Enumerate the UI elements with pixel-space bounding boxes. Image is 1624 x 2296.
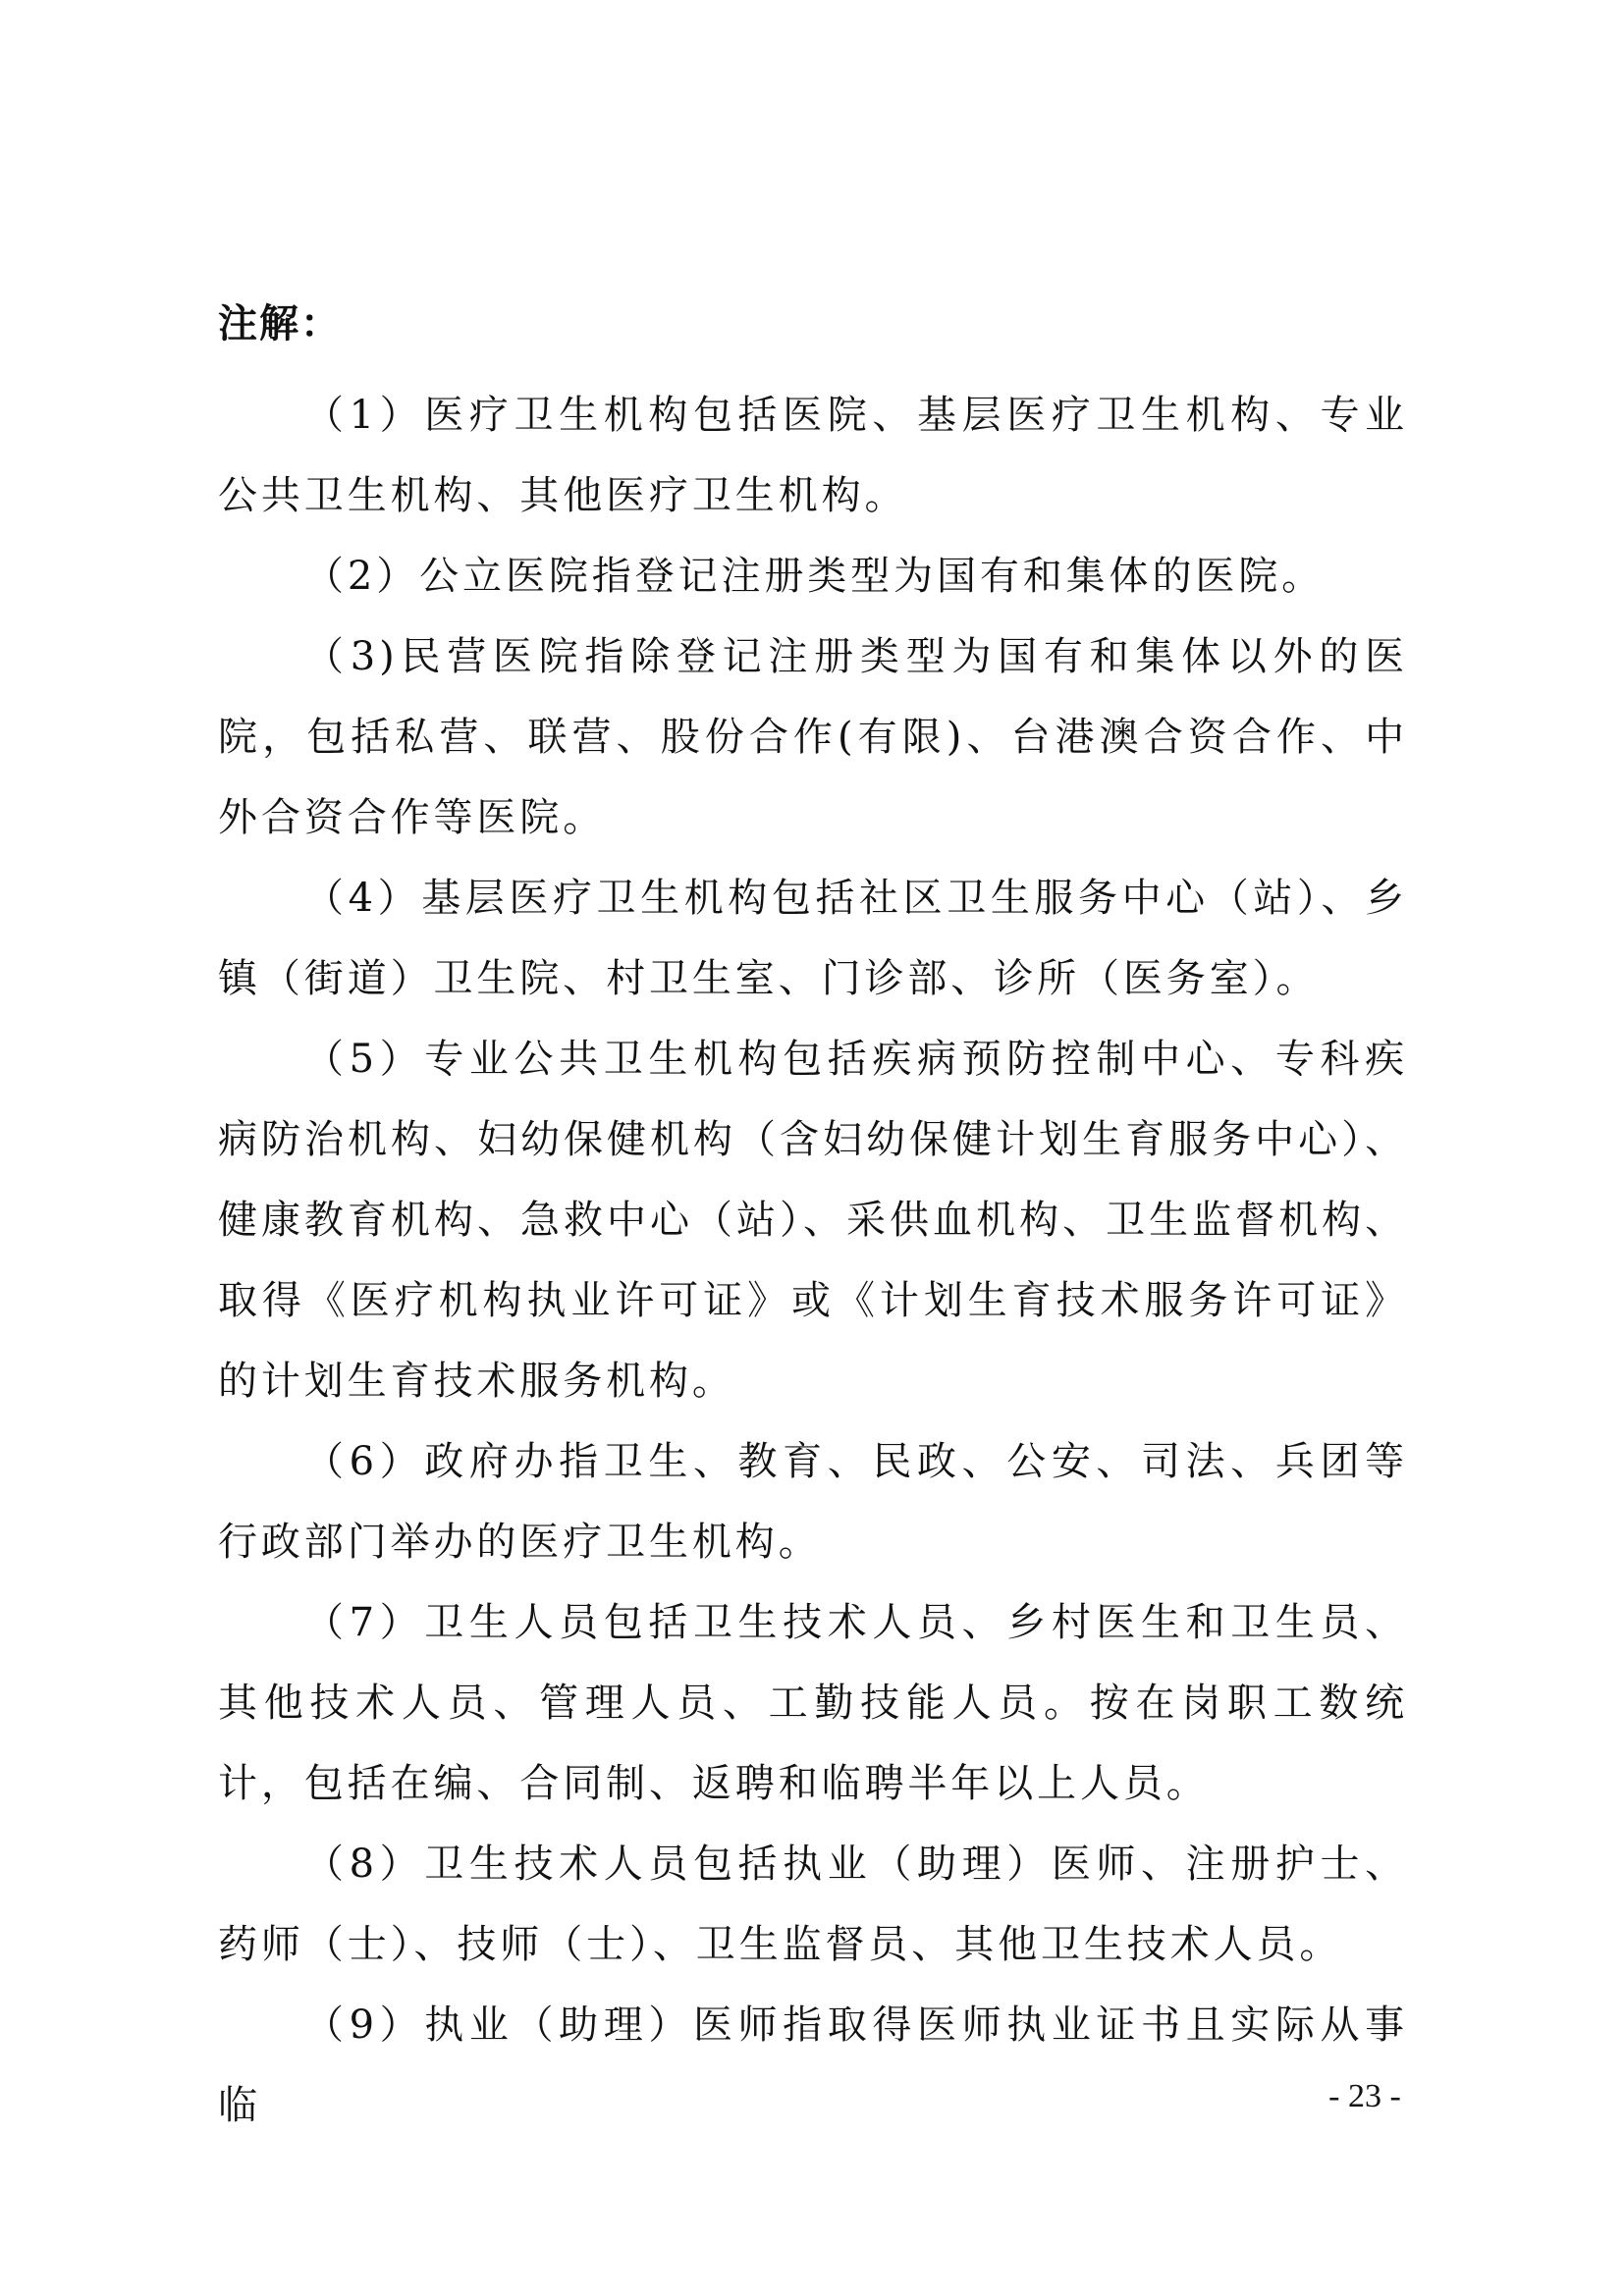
- note-paragraph-2: （2）公立医院指登记注册类型为国有和集体的医院。: [304, 554, 1326, 599]
- note-paragraph-8: （8）卫生技术人员包括执业（助理）医师、注册护士、药师（士）、技师（士）、卫生监督员、其他卫生技术人员。: [218, 1842, 1408, 1967]
- note-paragraph-4: （4）基层医疗卫生机构包括社区卫生服务中心（站）、乡镇（街道）卫生院、村卫生室、门诊部、诊所（医务室）。: [218, 876, 1408, 1001]
- page-number: - 23 -: [1328, 2078, 1401, 2114]
- notes-heading: 注解：: [218, 301, 342, 347]
- note-paragraph-1: （1）医疗卫生机构包括医院、基层医疗卫生机构、专业公共卫生机构、其他医疗卫生机构。: [218, 393, 1408, 518]
- note-paragraph-9: （9）执业（助理）医师指取得医师执业证书且实际从事临: [218, 2002, 1408, 2128]
- note-paragraph-5: （5）专业公共卫生机构包括疾病预防控制中心、专科疾病防治机构、妇幼保健机构（含妇幼保健计划生育服务中心）、健康教育机构、急救中心（站）、采供血机构、卫生监督机构、取得《医疗机构执业许可证》或《计划生育技术服务许可证》的计划生育技术服务机构。: [218, 1037, 1408, 1404]
- note-paragraph-3: （3)民营医院指除登记注册类型为国有和集体以外的医院，包括私营、联营、股份合作(有限)、台港澳合资合作、中外合资合作等医院。: [218, 634, 1408, 840]
- note-paragraph-7: （7）卫生人员包括卫生技术人员、乡村医生和卫生员、其他技术人员、管理人员、工勤技能人员。按在岗职工数统计，包括在编、合同制、返聘和临聘半年以上人员。: [218, 1600, 1408, 1806]
- notes-body: [218, 375, 1408, 2146]
- note-paragraph-6: （6）政府办指卫生、教育、民政、公安、司法、兵团等行政部门举办的医疗卫生机构。: [218, 1439, 1408, 1565]
